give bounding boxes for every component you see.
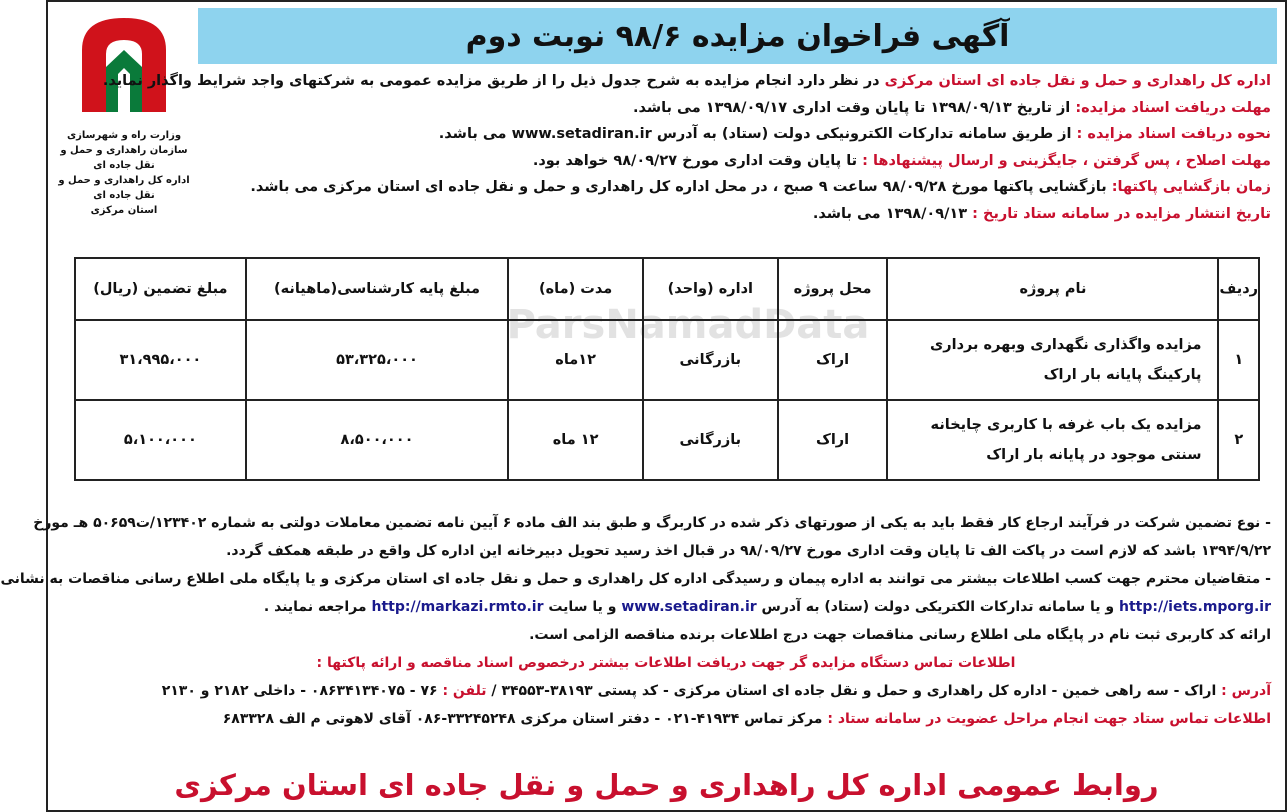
note-user-code: ارائه کد کاربری ثبت نام در پایگاه ملی اطلاع رسانی مناقصات جهت درج اطلاعات برنده مناقصه الزامی است.	[529, 627, 1271, 643]
note-guarantee-line-1: - نوع تضمین شرکت در فرآیند ارجاع کار فقط باید به یکی از صورتهای ذکر شده در کاربرگ و طبق بند الف ماده ۶ آیین نامه تضمین معاملات دولتی به شماره ۱۲۳۴۰۲/ت۵۰۶۵۹ هـ مورخ	[33, 515, 1271, 531]
intro-line: مهلت دریافت اسناد مزایده: از تاریخ ۱۳۹۸/۰۹/۱۳ تا پایان وقت اداری ۱۳۹۸/۰۹/۱۷ می باشد.	[632, 99, 1271, 116]
notice-title: آگهی فراخوان مزایده ۹۸/۶ نوبت دوم	[465, 18, 1010, 54]
cell-row-no: ۱	[1218, 320, 1259, 400]
auction-table	[74, 257, 1260, 481]
header-base-amount: مبلغ پایه کارشناسی(ماهیانه)	[246, 258, 509, 320]
cell-project-place: اراک	[778, 320, 888, 400]
cell-duration: ۱۲ ماه	[508, 400, 643, 480]
rmto-logo-icon	[74, 12, 174, 122]
cell-project-name: مزایده واگذاری نگهداری وبهره برداری پارکینگ پایانه بار اراک	[887, 320, 1218, 400]
table-header-row	[75, 258, 1259, 320]
cell-base-amount: ۵۳،۳۲۵،۰۰۰	[246, 320, 509, 400]
table-row	[75, 400, 1259, 480]
org-line: اداره کل راهداری و حمل و نقل جاده ای	[58, 175, 190, 201]
note-contact-line-2: http://iets.mporg.ir و یا سامانه تدارکات الکتریکی دولت (ستاد) به آدرس www.setadiran.ir و یا سایت http://markazi.rmto.ir مراجعه نمایند .	[263, 599, 1271, 615]
cell-guarantee-amount: ۳۱،۹۹۵،۰۰۰	[75, 320, 246, 400]
header-guarantee-amount: مبلغ تضمین (ریال)	[75, 258, 246, 320]
iets-link[interactable]: http://iets.mporg.ir	[1118, 599, 1271, 615]
header-row-no: ردیف	[1218, 258, 1259, 320]
footer-public-relations: روابط عمومی اداره کل راهداری و حمل و نقل جاده ای استان مرکزی	[174, 768, 1159, 802]
intro-line: تاریخ انتشار مزایده در سامانه ستاد تاریخ : ۱۳۹۸/۰۹/۱۳ می باشد.	[812, 205, 1271, 222]
cell-unit: بازرگانی	[643, 320, 778, 400]
cell-duration: ۱۲ماه	[508, 320, 643, 400]
markazi-link[interactable]: http://markazi.rmto.ir	[371, 599, 544, 615]
org-line: وزارت راه و شهرسازی	[66, 130, 182, 141]
org-name	[54, 128, 194, 218]
header-project-name: نام پروژه	[887, 258, 1218, 320]
watermark: ParsNamadData	[506, 302, 870, 348]
setad-contact-line: اطلاعات تماس ستاد جهت انجام مراحل عضویت در سامانه ستاد : مرکز تماس ۴۱۹۳۴-۰۲۱ - دفتر استان مرکزی ۳۳۲۴۵۲۴۸-۰۸۶ آقای لاهوتی م الف ۶۸۳۳۲۸	[222, 711, 1271, 727]
intro-line: نحوه دریافت اسناد مزایده : از طریق سامانه تدارکات الکترونیکی دولت (ستاد) به آدرس www.setadiran.ir می باشد.	[438, 126, 1271, 142]
header-project-place: محل پروژه	[778, 258, 888, 320]
setadiran-link[interactable]: www.setadiran.ir	[621, 599, 757, 615]
contact-heading: اطلاعات تماس دستگاه مزایده گر جهت دریافت اطلاعات بیشتر درخصوص اسناد مناقصه و ارائه پاکتها :	[316, 655, 1016, 671]
org-line: استان مرکزی	[90, 205, 158, 216]
address-line: آدرس : اراک - سه راهی خمین - اداره کل راهداری و حمل و نقل جاده ای استان مرکزی - کد پستی ۳۸۱۹۳-۳۴۵۵۳ / تلفن : ۷۶ - ۰۸۶۳۴۱۳۴۰۷۵ - داخلی ۲۱۸۲ و ۲۱۳۰	[161, 683, 1271, 699]
header-unit: اداره (واحد)	[643, 258, 778, 320]
intro-line: زمان بازگشایی پاکتها: بازگشایی پاکتها مورخ ۹۸/۰۹/۲۸ ساعت ۹ صبح ، در محل اداره کل راهداری و حمل و نقل جاده ای استان مرکزی می باشد.	[250, 179, 1271, 195]
note-guarantee-line-2: ۱۳۹۴/۹/۲۲ باشد که لازم است در پاکت الف تا پایان وقت اداری مورخ ۹۸/۰۹/۲۷ در قبال اخذ رسید تحویل دبیرخانه این اداره کل واقع در طبقه همکف گردد.	[226, 543, 1271, 559]
cell-row-no: ۲	[1218, 400, 1259, 480]
cell-project-place: اراک	[778, 400, 888, 480]
cell-guarantee-amount: ۵،۱۰۰،۰۰۰	[75, 400, 246, 480]
note-contact-line-1: - متقاضیان محترم جهت کسب اطلاعات بیشتر می توانند به اداره پیمان و رسیدگی اداره کل راهداری و حمل و نقل جاده ای استان مرکزی و یا پایگاه ملی اطلاع رسانی مناقصات به نشانی	[0, 571, 1271, 587]
notes-section	[0, 509, 1271, 733]
title-bar	[198, 8, 1277, 64]
header-duration: مدت (ماه)	[508, 258, 643, 320]
intro-line: مهلت اصلاح ، پس گرفتن ، جایگزینی و ارسال پیشنهادها : تا پایان وقت اداری مورخ ۹۸/۰۹/۲۷ خواهد بود.	[532, 152, 1271, 169]
intro-line: اداره کل راهداری و حمل و نقل جاده ای استان مرکزی در نظر دارد انجام مزایده به شرح جدول ذیل را از طریق مزایده عمومی به شرکتهای واجد شرایط واگذار نماید.	[102, 73, 1271, 89]
cell-unit: بازرگانی	[643, 400, 778, 480]
org-line: سازمان راهداری و حمل و نقل جاده ای	[60, 145, 188, 171]
table-row	[75, 320, 1259, 400]
org-block	[54, 8, 194, 218]
cell-project-name: مزایده یک باب غرفه با کاربری چایخانه سنتی موجود در پایانه بار اراک	[887, 400, 1218, 480]
cell-base-amount: ۸،۵۰۰،۰۰۰	[246, 400, 509, 480]
